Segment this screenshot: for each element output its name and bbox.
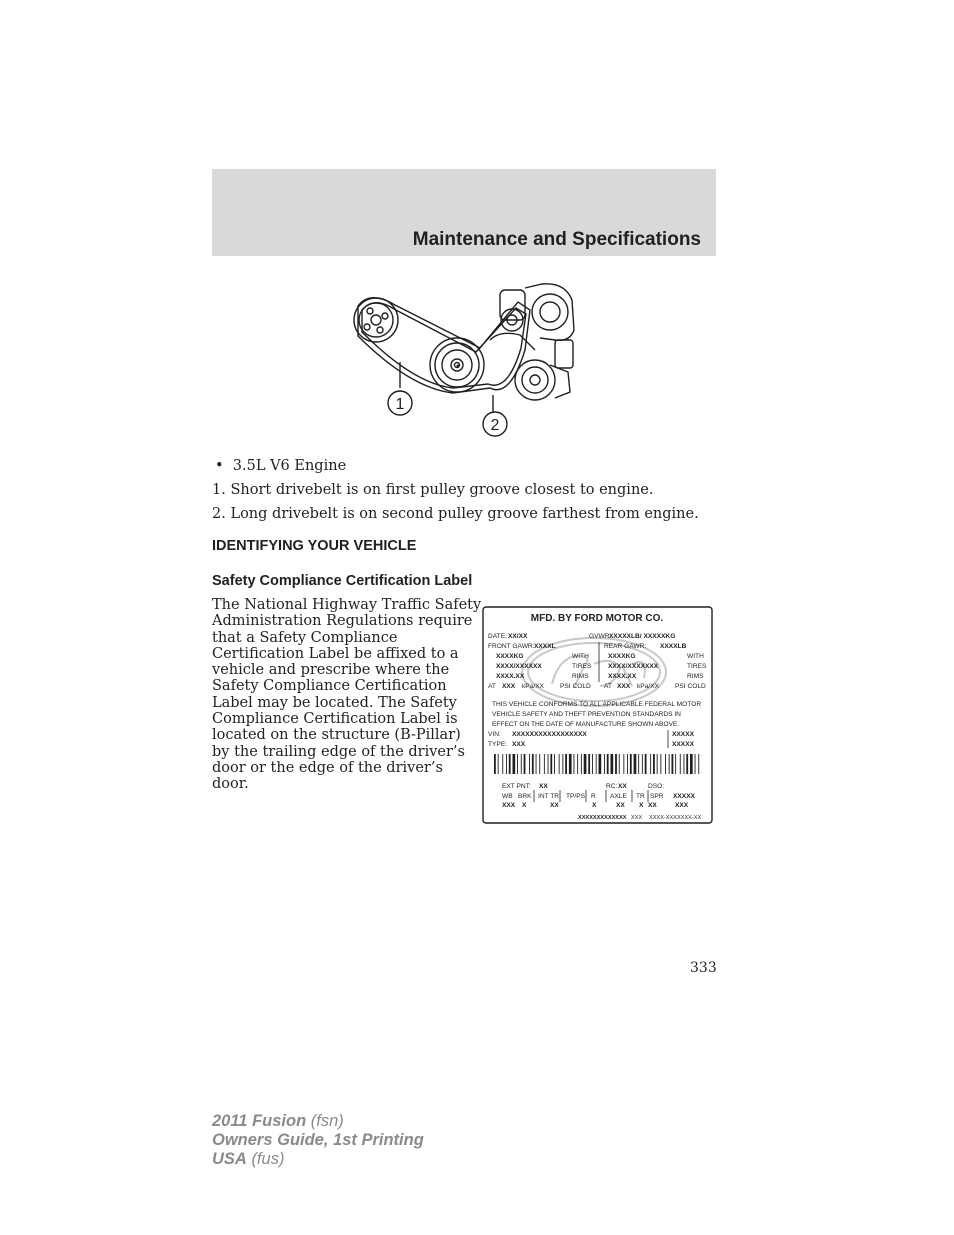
svg-text:SPR: SPR [650, 793, 664, 800]
svg-text:XXXXX: XXXXX [672, 741, 694, 748]
svg-text:XXX: XXX [502, 683, 516, 690]
svg-text:VIN:: VIN: [488, 731, 501, 738]
svg-text:XXX: XXX [512, 741, 526, 748]
svg-text:XX: XX [550, 802, 559, 809]
svg-text:R: R [591, 793, 596, 800]
label-title: MFD. BY FORD MOTOR CO. [530, 613, 664, 624]
svg-text:TIRES: TIRES [687, 663, 707, 670]
svg-text:XXXXX: XXXXX [673, 793, 695, 800]
svg-text:WITH: WITH [687, 653, 704, 660]
svg-text:XX: XX [648, 802, 657, 809]
svg-text:XXX: XXX [617, 683, 631, 690]
svg-text:AT: AT [488, 683, 496, 690]
svg-text:X: X [522, 802, 527, 809]
svg-text:VEHICLE SAFETY AND THEFT PREVE: VEHICLE SAFETY AND THEFT PREVENTION STANDARDS IN [492, 711, 681, 718]
svg-text:XXXXXLB/ XXXXXKG: XXXXXLB/ XXXXXKG [609, 633, 676, 640]
svg-text:DSO:: DSO: [648, 783, 665, 790]
svg-text:REAR GAWR:: REAR GAWR: [604, 643, 647, 650]
svg-text:XXX: XXX [675, 802, 689, 809]
svg-text:INT TR: INT TR [538, 793, 560, 800]
svg-text:XX: XX [616, 802, 625, 809]
svg-text:XXXXL: XXXXL [534, 643, 556, 650]
svg-text:XXXX.XX: XXXX.XX [496, 673, 525, 680]
svg-text:RIMS: RIMS [572, 673, 589, 680]
section-header-band [212, 169, 716, 256]
svg-text:XX: XX [618, 783, 627, 790]
callout-2: 2 [490, 417, 500, 434]
svg-text:X: X [639, 802, 644, 809]
list-item: 2. Long drivebelt is on second pulley groove farthest from engine. [212, 506, 699, 522]
svg-text:XXXXKG: XXXXKG [608, 653, 636, 660]
svg-text:TR: TR [636, 793, 645, 800]
svg-text:WB: WB [502, 793, 513, 800]
svg-text:XXXX-XXXXXXX-XX: XXXX-XXXXXXX-XX [649, 815, 702, 821]
svg-text:PSI COLD: PSI COLD [675, 683, 706, 690]
svg-text:XXXXLB: XXXXLB [660, 643, 687, 650]
svg-text:XXXX.XX: XXXX.XX [608, 673, 637, 680]
svg-text:BRK: BRK [518, 793, 532, 800]
svg-text:THIS VEHICLE CONFORMS TO ALL A: THIS VEHICLE CONFORMS TO ALL APPLICABLE FEDERAL MOTOR [492, 701, 702, 708]
svg-text:FRONT GAWR:: FRONT GAWR: [488, 643, 535, 650]
svg-text:TYPE:: TYPE: [488, 741, 508, 748]
callout-1: 1 [395, 396, 405, 413]
svg-text:WITH: WITH [572, 653, 589, 660]
svg-text:TP/PS: TP/PS [566, 793, 586, 800]
svg-text:PSI COLD: PSI COLD [560, 683, 591, 690]
certification-label-diagram [482, 606, 713, 824]
svg-text:RIMS: RIMS [687, 673, 704, 680]
svg-text:EFFECT ON THE DATE OF MANUFACT: EFFECT ON THE DATE OF MANUFACTURE SHOWN ABOVE. [492, 721, 680, 728]
crank-pulley [354, 298, 398, 342]
svg-text:AXLE: AXLE [610, 793, 627, 800]
svg-text:XXXX/XXXXXXX: XXXX/XXXXXXX [608, 663, 659, 670]
list-item: 1. Short drivebelt is on first pulley groove closest to engine. [212, 482, 654, 498]
svg-text:DATE:: DATE: [488, 633, 507, 640]
footer: 2011 Fusion (fsn) Owners Guide, 1st Printing USA (fus) [212, 1112, 424, 1168]
svg-text:XXXXKG: XXXXKG [496, 653, 524, 660]
svg-text:XXX: XXX [631, 815, 643, 821]
section-title: Maintenance and Specifications [412, 229, 701, 250]
svg-text:XXXX/XXXXXX: XXXX/XXXXXX [496, 663, 542, 670]
svg-text:XXXXXXXXXXXXXXXXX: XXXXXXXXXXXXXXXXX [512, 731, 587, 738]
svg-text:XXX: XXX [502, 802, 516, 809]
heading-identifying-vehicle: IDENTIFYING YOUR VEHICLE [212, 538, 417, 554]
body-paragraph: The National Highway Traffic Safety Administration Regulations require that a Safety Compliance Certification Label be affixed to a vehicle and prescribe where the Safety Compliance Certification Label may be located. The Safety Compliance Certification Label is located on the structure (B-Pillar) by the trailing edge of the driver’s door or the edge of the driver’s door. [212, 597, 482, 793]
bullet-item: • 3.5L V6 Engine [215, 458, 347, 474]
svg-text:XX/XX: XX/XX [508, 633, 528, 640]
svg-text:RC:: RC: [606, 783, 618, 790]
lower-pulley [515, 360, 555, 400]
svg-text:kPa/XX: kPa/XX [637, 683, 659, 690]
svg-text:XXXXX: XXXXX [672, 731, 694, 738]
page-number: 333 [690, 960, 717, 976]
svg-text:TIRES: TIRES [572, 663, 592, 670]
svg-text:kPa/XX: kPa/XX [522, 683, 544, 690]
svg-text:XX: XX [539, 783, 548, 790]
heading-safety-label: Safety Compliance Certification Label [212, 573, 473, 589]
svg-text:AT: AT [604, 683, 612, 690]
drivebelt-diagram [350, 280, 580, 440]
svg-text:GVWR:: GVWR: [589, 633, 612, 640]
svg-text:XXXXXXXXXXXXX: XXXXXXXXXXXXX [578, 815, 627, 821]
svg-text:EXT PNT:: EXT PNT: [502, 783, 531, 790]
svg-text:X: X [592, 802, 597, 809]
